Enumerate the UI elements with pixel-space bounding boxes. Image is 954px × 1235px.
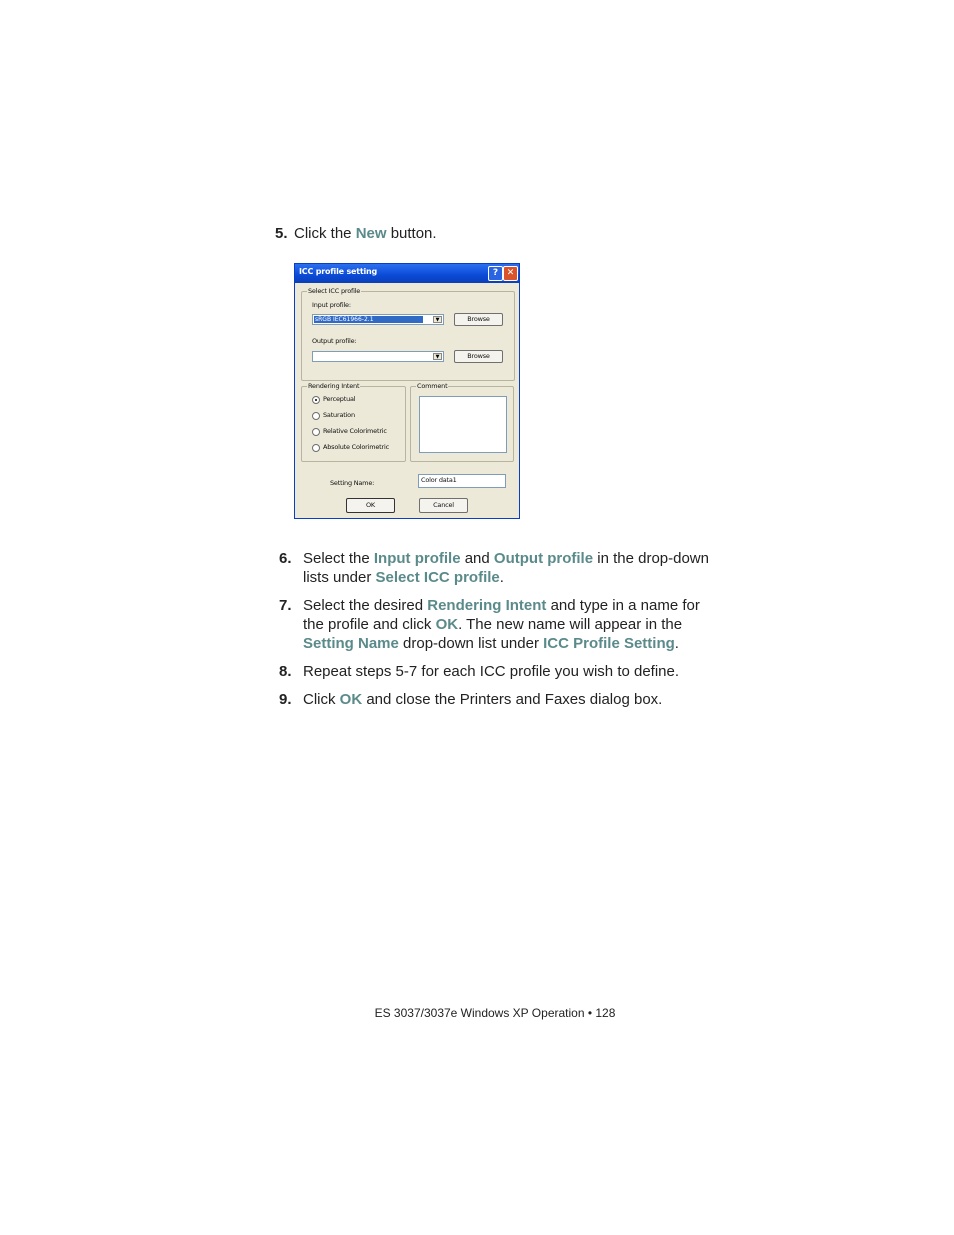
step-number: 7. — [279, 597, 292, 614]
dialog-title: ICC profile setting — [299, 267, 378, 276]
step-text: Click — [303, 691, 340, 708]
step-5 — [275, 224, 437, 243]
comment-textarea[interactable] — [419, 396, 507, 453]
ok-reference: OK — [435, 616, 459, 633]
close-icon[interactable]: ✕ — [503, 266, 518, 281]
intent-label: Relative Colorimetric — [323, 427, 387, 435]
step-text: drop-down list under — [398, 635, 544, 652]
ok-reference: OK — [339, 691, 363, 708]
output-profile-dropdown[interactable] — [312, 351, 444, 362]
step-text: Repeat steps 5-7 for each ICC profile you wish to define. — [303, 663, 680, 680]
step-text: . — [674, 635, 679, 652]
help-icon[interactable]: ? — [488, 266, 503, 281]
new-button-reference: New — [355, 225, 387, 242]
step-6-line-2 — [303, 568, 504, 587]
step-text: . The new name will appear in the — [458, 616, 683, 633]
step-text: lists under — [303, 569, 376, 586]
step-text: the profile and click — [303, 616, 436, 633]
setting-name-value: Color data1 — [421, 476, 457, 484]
step-text: . — [499, 569, 504, 586]
step-number: 9. — [279, 691, 292, 708]
page-footer: ES 3037/3037e Windows XP Operation • 128 — [374, 1006, 616, 1020]
step-text: Select the — [303, 550, 374, 567]
icc-profile-setting-reference: ICC Profile Setting — [543, 635, 675, 652]
rendering-intent-group — [301, 382, 406, 462]
input-profile-label: Input profile: — [312, 301, 351, 309]
ok-button[interactable]: OK — [346, 498, 395, 513]
step-number: 6. — [279, 550, 292, 567]
input-profile-value: sRGB IEC61966-2.1 — [314, 316, 423, 323]
output-browse-button[interactable]: Browse — [454, 350, 503, 363]
step-text: and close the Printers and Faxes dialog box. — [362, 691, 663, 708]
step-number: 8. — [279, 663, 292, 680]
group-label: Rendering Intent — [308, 382, 360, 390]
step-number: 5. — [275, 225, 288, 242]
rendering-intent-reference: Rendering Intent — [427, 597, 547, 614]
comment-group — [410, 382, 514, 462]
input-profile-reference: Input profile — [373, 550, 461, 567]
dialog-titlebar — [295, 264, 519, 283]
step-7 — [279, 596, 700, 615]
step-text: in the drop-down — [593, 550, 709, 567]
group-label: Select ICC profile — [308, 287, 361, 295]
step-7-line-2 — [303, 615, 682, 634]
setting-name-input[interactable] — [418, 474, 506, 488]
step-6 — [279, 549, 709, 568]
step-text: button. — [386, 225, 437, 242]
radio-icon[interactable] — [312, 412, 320, 420]
step-text: Click the — [294, 225, 356, 242]
select-icc-profile-group — [301, 287, 515, 381]
icc-profile-setting-dialog — [294, 263, 520, 519]
radio-icon[interactable] — [312, 444, 320, 452]
output-profile-label: Output profile: — [312, 337, 357, 345]
step-9 — [279, 690, 662, 709]
intent-label: Saturation — [323, 411, 355, 419]
step-7-line-3 — [303, 634, 679, 653]
step-text: Select the desired — [303, 597, 428, 614]
radio-icon[interactable] — [312, 428, 320, 436]
intent-label: Perceptual — [323, 395, 356, 403]
output-profile-reference: Output profile — [493, 550, 594, 567]
chevron-down-icon[interactable]: ▼ — [433, 353, 442, 360]
input-browse-button[interactable]: Browse — [454, 313, 503, 326]
cancel-button[interactable]: Cancel — [419, 498, 468, 513]
step-text: and type in a name for — [546, 597, 700, 614]
setting-name-label: Setting Name: — [330, 479, 375, 487]
setting-name-reference: Setting Name — [303, 635, 399, 652]
input-profile-dropdown[interactable] — [312, 314, 444, 325]
radio-checked-icon[interactable] — [312, 396, 320, 404]
chevron-down-icon[interactable]: ▼ — [433, 316, 442, 323]
step-text: and — [460, 550, 494, 567]
group-label: Comment — [417, 382, 448, 390]
step-8 — [279, 662, 679, 681]
select-icc-profile-reference: Select ICC profile — [375, 569, 500, 586]
intent-label: Absolute Colorimetric — [323, 443, 389, 451]
